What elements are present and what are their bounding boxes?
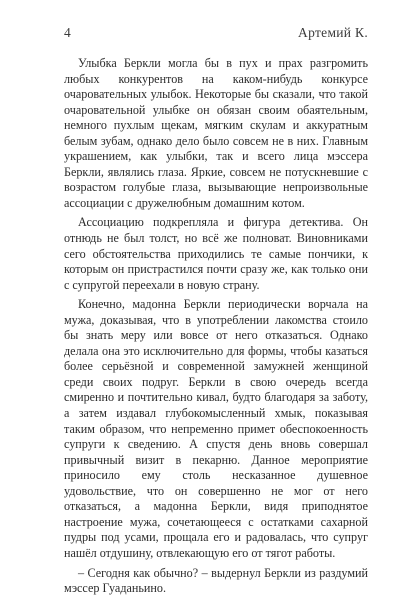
paragraph: [64, 56, 368, 211]
paragraph: [64, 215, 368, 293]
paragraph-text: Улыбка Беркли могла бы в пух и прах разгромить любых конкурентов на каком-нибудь конкурсе очаровательных улыбок. Некоторые бы сказали, что такой очаровательной улыбке он обязан своим обаятельным, немного пухлым щекам, мягким скулам и аккуратным белым зубам, однако дело было совсем не в них. Главным украшением, как улыбки, так и всего лица мэссера Беркли, являлись глаза. Яркие, совсем не потускневшие с возрастом голубые глаза, вызывающие непроизвольные ассоциации с дружелюбным домашним котом.: [64, 56, 368, 210]
paragraph: [64, 297, 368, 561]
paragraph-text: Ассоциацию подкрепляла и фигура детектива. Он отнюдь не был толст, но всё же полноват. Виновниками сего обстоятельства приходились те самые пончики, к которым он пристрастился почти сразу же, как только они с супругой переехали в новую страну.: [64, 215, 368, 292]
body-text: [64, 56, 368, 597]
running-header: [64, 24, 368, 42]
paragraph: [64, 566, 368, 597]
running-title-author: Артемий К.: [298, 25, 368, 40]
paragraph-text: Конечно, мадонна Беркли периодически ворчала на мужа, доказывая, что в употреблении лакомства стоило бы знать меру или вовсе от него отказаться. Однако делала она это исключительно для формы, чтобы казаться более серьёзной и современной замужней женщиной среди своих подруг. Беркли в свою очередь всегда смиренно и почтительно кивал, будто благодаря за заботу, а затем издавал глубокомысленный хмык, показывая таким образом, что непременно примет обеспокоенность супруги к сведению. А спустя день вновь совершал привычный визит в пекарню. Данное мероприятие приносило ему столь несказанное душевное удовольствие, что он совершенно не мог от него отказаться, а мадонна Беркли, видя приподнятое настроение мужа, сочетающееся с остатками сахарной пудры под усами, прощала его и радовалась, что супруг нашёл отдушину, отвлекающую его от тягот работы.: [64, 297, 368, 560]
page-number: 4: [64, 25, 71, 40]
paragraph-text: – Сегодня как обычно? – выдернул Беркли из раздумий мэссер Гуаданьино.: [64, 565, 368, 596]
